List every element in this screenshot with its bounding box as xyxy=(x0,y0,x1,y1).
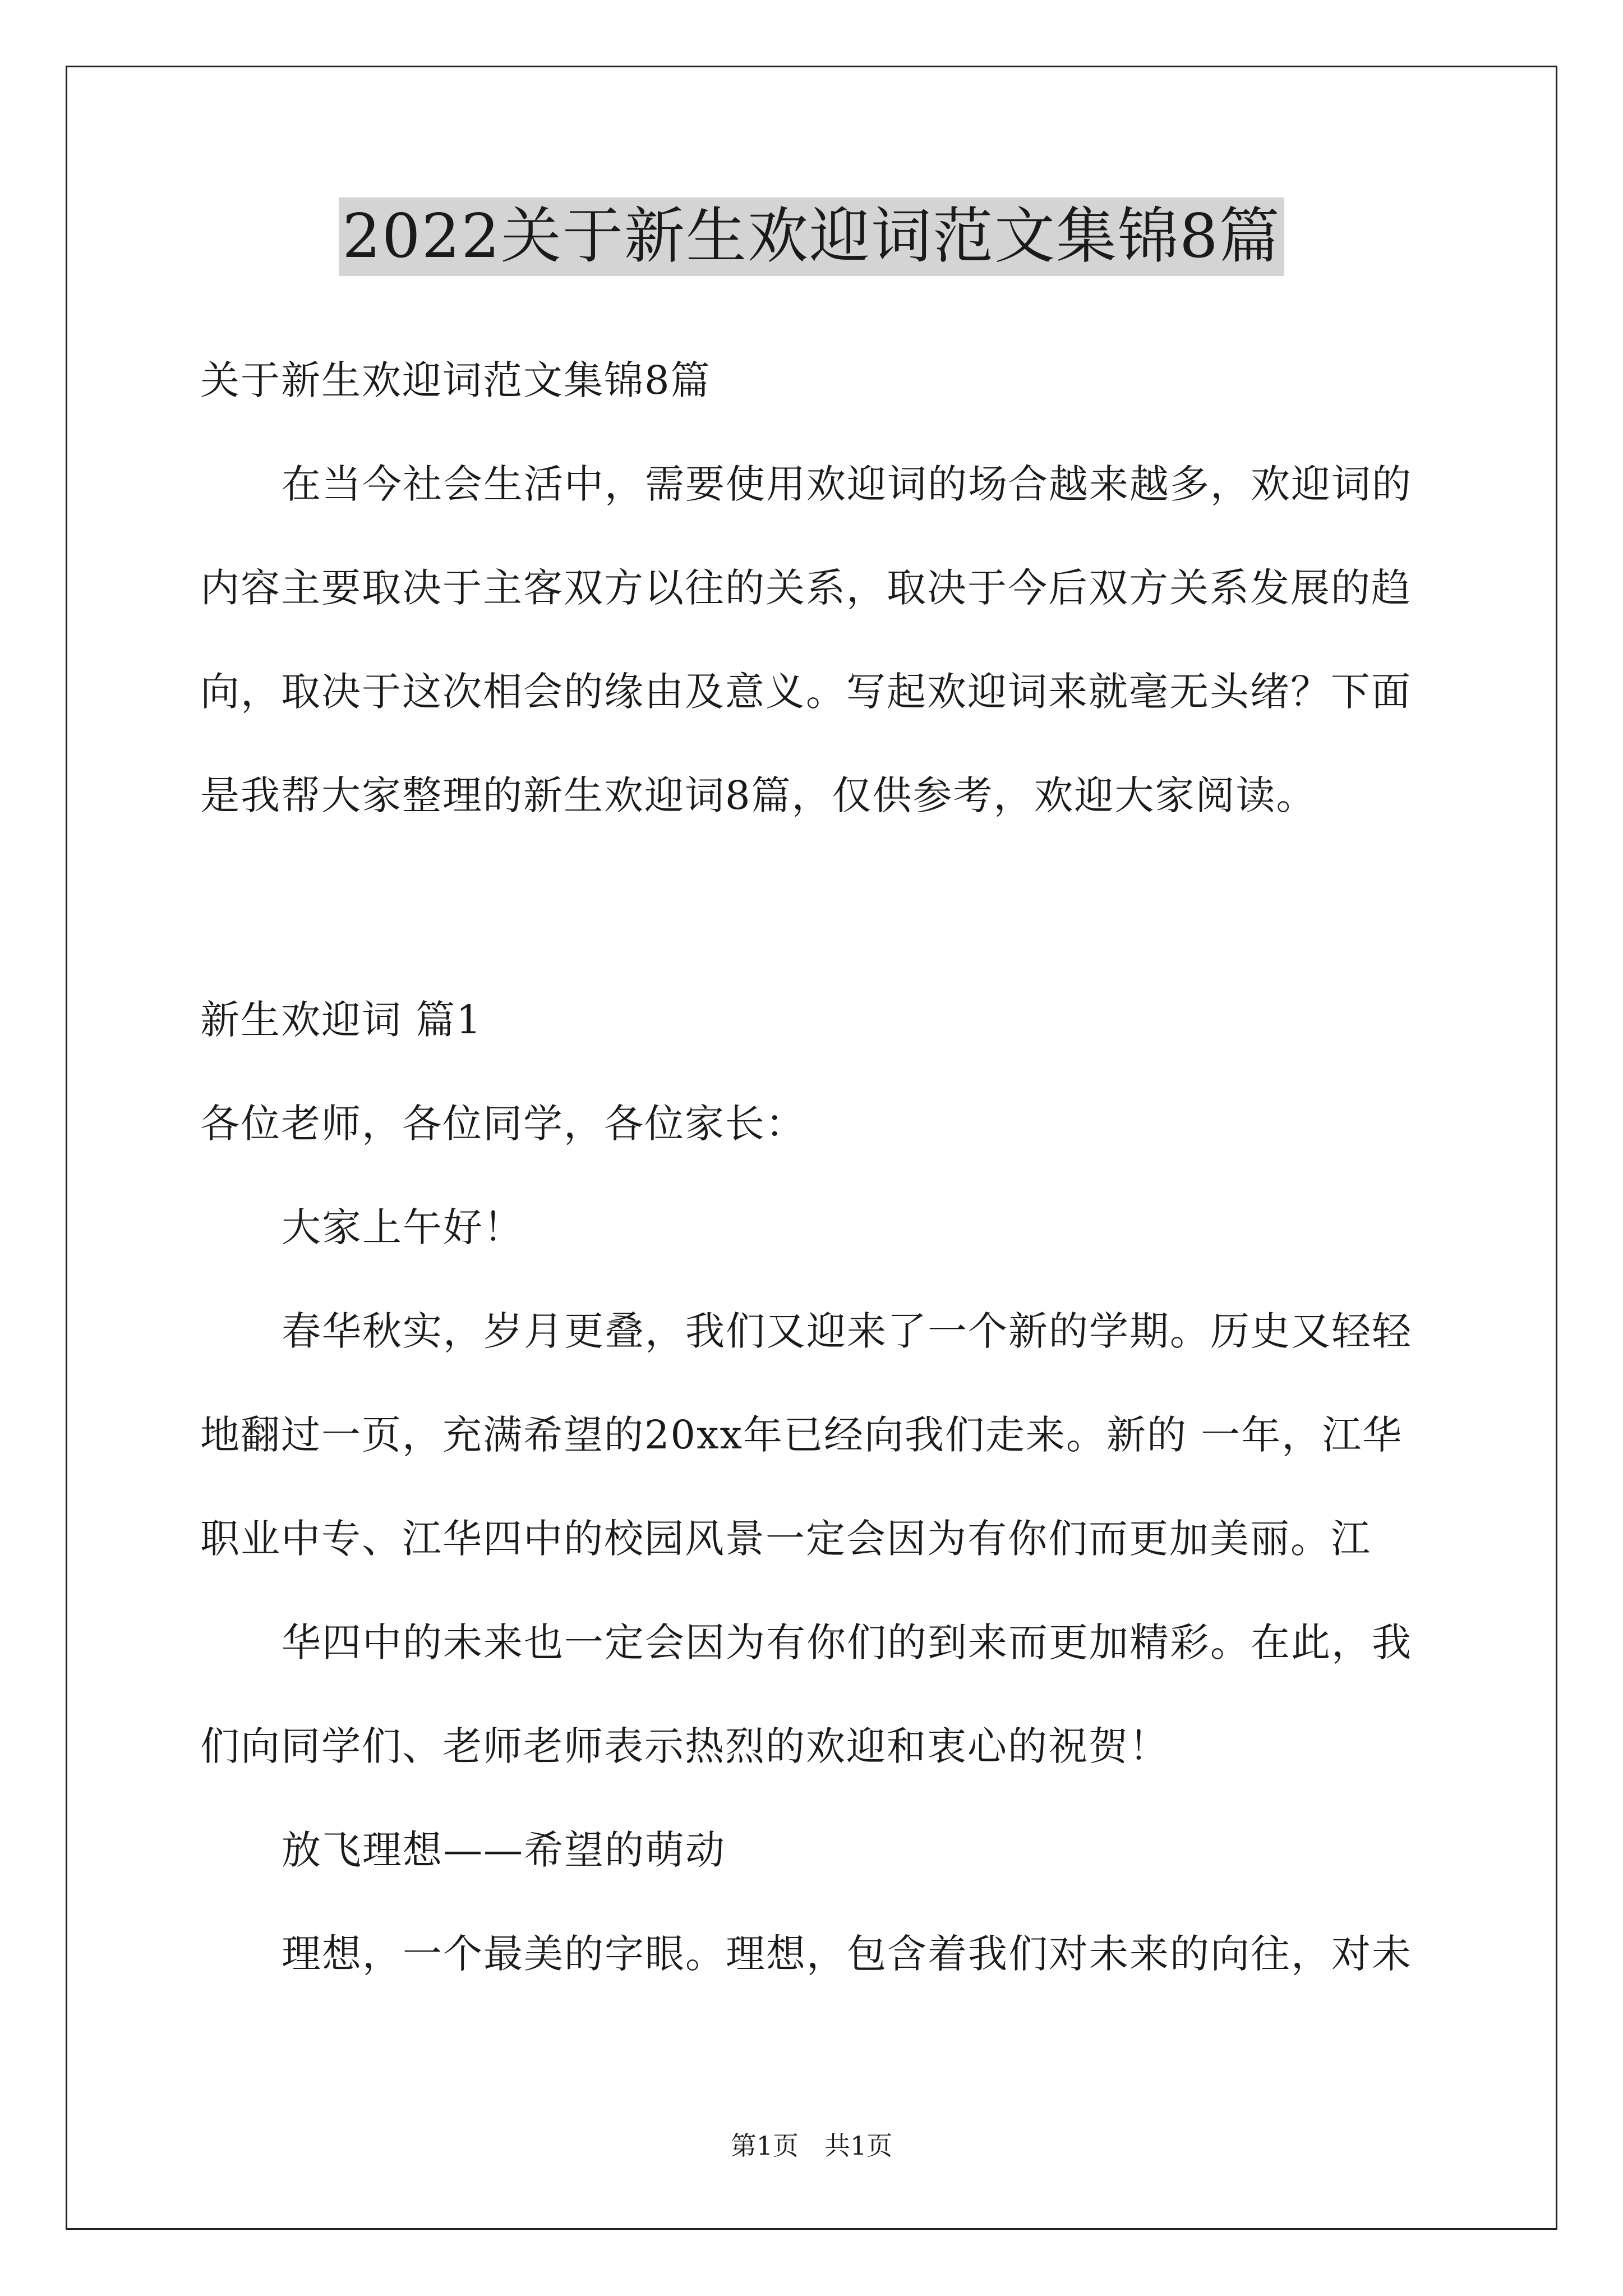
page-footer: 第1页 共1页 xyxy=(730,2131,893,2161)
title-container xyxy=(0,197,1623,276)
body-line-2: 地翻过一页，充满希望的20xx年已经向我们走来。新的 一年，江华 xyxy=(200,1412,1403,1458)
body-line-6: 理想，一个最美的字眼。理想，包含着我们对未来的向往，对未 xyxy=(282,1931,1412,1977)
body-line-3: 职业中专、江华四中的校园风景一定会因为有你们而更加美丽。江 xyxy=(200,1516,1371,1562)
greeting-line: 大家上午好！ xyxy=(282,1204,524,1250)
subtitle-line: 关于新生欢迎词范文集锦8篇 xyxy=(200,357,711,403)
intro-line-1: 在当今社会生活中，需要使用欢迎词的场合越来越多，欢迎词的 xyxy=(282,461,1412,507)
document-title: 2022关于新生欢迎词范文集锦8篇 xyxy=(339,197,1284,276)
intro-line-2: 内容主要取决于主客双方以往的关系，取决于今后双方关系发展的趋 xyxy=(200,565,1412,611)
intro-line-3: 向，取决于这次相会的缘由及意义。写起欢迎词来就毫无头绪？下面 xyxy=(200,669,1412,715)
body-line-1: 春华秋实，岁月更叠，我们又迎来了一个新的学期。历史又轻轻 xyxy=(282,1308,1412,1354)
salutation-line: 各位老师，各位同学，各位家长： xyxy=(200,1101,806,1147)
body-line-5: 们向同学们、老师老师表示热烈的欢迎和衷心的祝贺！ xyxy=(200,1723,1169,1769)
intro-line-4: 是我帮大家整理的新生欢迎词8篇，仅供参考，欢迎大家阅读。 xyxy=(200,772,1317,818)
subheading-line: 放飞理想——希望的萌动 xyxy=(282,1827,726,1873)
body-line-4: 华四中的未来也一定会因为有你们的到来而更加精彩。在此，我 xyxy=(282,1619,1412,1665)
section-heading: 新生欢迎词 篇1 xyxy=(200,997,482,1043)
